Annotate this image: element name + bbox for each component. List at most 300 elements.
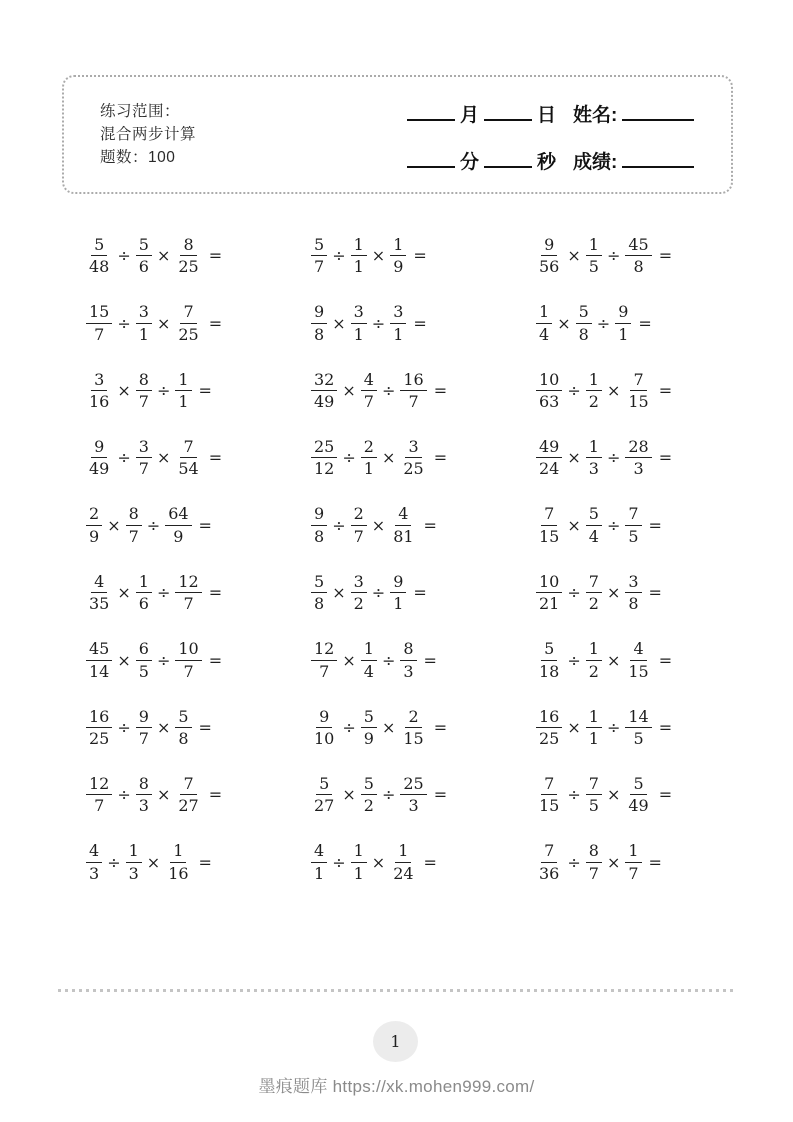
fraction-2-numerator: 1	[586, 438, 602, 458]
fraction-3-denominator: 7	[628, 863, 639, 883]
operator-1: ×	[567, 448, 581, 468]
equals-sign: =	[433, 717, 448, 737]
fraction-2-numerator: 8	[136, 371, 152, 391]
fraction-3	[175, 573, 201, 613]
fraction-3	[400, 708, 426, 748]
operator-1: ÷	[107, 852, 121, 872]
fraction-3-denominator: 7	[408, 391, 419, 411]
fraction-1-denominator: 36	[539, 863, 560, 883]
operator-2: ×	[371, 246, 386, 266]
fraction-1	[311, 371, 337, 411]
fraction-1-numerator: 12	[311, 640, 337, 660]
fraction-2-numerator: 7	[586, 573, 602, 593]
fraction-3-denominator: 8	[633, 257, 644, 277]
dotted-separator	[58, 989, 734, 992]
fraction-1-numerator: 9	[311, 303, 327, 323]
fraction-1-denominator: 7	[94, 324, 105, 344]
fraction-1-denominator: 27	[314, 796, 335, 816]
fraction-1-numerator: 7	[541, 842, 557, 862]
fraction-1-denominator: 3	[89, 863, 100, 883]
fraction-1	[86, 842, 102, 882]
fraction-2	[586, 708, 602, 748]
fraction-2-numerator: 1	[126, 842, 142, 862]
operator-1: ÷	[332, 852, 346, 872]
fraction-1-denominator: 49	[89, 459, 110, 479]
fraction-1	[311, 303, 327, 343]
equals-sign: =	[638, 313, 652, 333]
fraction-1	[86, 573, 112, 613]
fraction-1	[311, 505, 327, 545]
operator-1: ÷	[567, 785, 581, 805]
operator-2: ×	[156, 313, 171, 333]
fraction-3	[615, 303, 631, 343]
math-problem	[60, 289, 285, 356]
math-problem	[510, 289, 733, 356]
operator-1: ÷	[332, 246, 346, 266]
fraction-3-denominator: 15	[628, 391, 649, 411]
fraction-3-numerator: 1	[395, 842, 411, 862]
fraction-3-denominator: 3	[408, 796, 419, 816]
fraction-1	[311, 775, 337, 815]
fill-in-area	[402, 100, 699, 194]
equals-sign: =	[198, 515, 212, 535]
fraction-1	[86, 640, 112, 680]
fraction-1-numerator: 16	[86, 708, 112, 728]
fraction-2-denominator: 2	[363, 796, 374, 816]
fraction-2-denominator: 3	[588, 459, 599, 479]
fraction-3	[625, 708, 651, 748]
fraction-1-denominator: 12	[314, 459, 335, 479]
fraction-2	[586, 573, 602, 613]
math-problem	[510, 424, 733, 491]
fraction-3	[175, 236, 201, 276]
equals-sign: =	[658, 246, 673, 266]
fraction-1	[86, 438, 112, 478]
name-blank-line	[622, 105, 694, 121]
operator-1: ×	[117, 583, 131, 603]
fraction-2	[136, 438, 152, 478]
math-problem	[510, 626, 733, 693]
fraction-3-numerator: 16	[400, 371, 426, 391]
fraction-3-numerator: 14	[625, 708, 651, 728]
fraction-3	[390, 842, 416, 882]
fraction-2-denominator: 7	[353, 526, 364, 546]
fraction-3-denominator: 7	[183, 594, 194, 614]
fraction-1-denominator: 35	[89, 594, 110, 614]
fraction-3-numerator: 9	[615, 303, 631, 323]
fraction-3	[625, 573, 641, 613]
fraction-1	[536, 236, 562, 276]
fraction-3	[165, 505, 191, 545]
operator-2: ÷	[381, 650, 396, 670]
math-problem	[510, 559, 733, 626]
operator-2: ×	[606, 650, 621, 670]
fraction-2	[586, 236, 602, 276]
fraction-2-denominator: 7	[138, 391, 149, 411]
math-problem	[285, 222, 510, 289]
fraction-1-numerator: 4	[311, 842, 327, 862]
fraction-2-denominator: 1	[138, 324, 149, 344]
fraction-3-numerator: 5	[630, 775, 646, 795]
operator-2: ÷	[156, 650, 171, 670]
fraction-2-numerator: 1	[136, 573, 152, 593]
fraction-1-numerator: 10	[536, 573, 562, 593]
fraction-3-numerator: 8	[180, 236, 196, 256]
fraction-2-denominator: 6	[138, 257, 149, 277]
fraction-2	[351, 236, 367, 276]
operator-2: ÷	[606, 448, 621, 468]
fraction-2-denominator: 7	[588, 863, 599, 883]
fraction-3-numerator: 3	[390, 303, 406, 323]
fraction-3-numerator: 9	[390, 573, 406, 593]
equals-sign: =	[658, 448, 673, 468]
fraction-3	[625, 640, 651, 680]
equals-sign: =	[198, 717, 212, 737]
minute-blank-line	[407, 152, 455, 168]
fraction-2	[136, 775, 152, 815]
operator-2: ×	[156, 246, 171, 266]
fraction-1	[536, 640, 562, 680]
page-number-badge	[373, 1021, 418, 1062]
fraction-1-numerator: 5	[91, 236, 107, 256]
fraction-3-denominator: 3	[633, 459, 644, 479]
operator-1: ×	[567, 246, 581, 266]
fraction-3-denominator: 5	[628, 526, 639, 546]
fraction-2-numerator: 1	[351, 236, 367, 256]
equals-sign: =	[423, 515, 437, 535]
fraction-2-denominator: 7	[138, 728, 149, 748]
fraction-1	[86, 236, 112, 276]
math-problem	[285, 694, 510, 761]
operator-1: ×	[567, 717, 581, 737]
operator-2: ×	[381, 717, 396, 737]
operator-1: ×	[332, 583, 346, 603]
operator-1: ×	[117, 650, 131, 670]
fraction-2-denominator: 1	[353, 324, 364, 344]
fraction-2-denominator: 2	[588, 594, 599, 614]
second-label: 秒	[537, 151, 557, 173]
equals-sign: =	[648, 515, 662, 535]
fraction-1	[536, 573, 562, 613]
date-name-row	[402, 100, 699, 126]
operator-1: ×	[107, 515, 121, 535]
fraction-1-numerator: 12	[86, 775, 112, 795]
operator-2: ÷	[371, 583, 386, 603]
fraction-1-numerator: 9	[91, 438, 107, 458]
fraction-3	[625, 236, 651, 276]
operator-2: ÷	[381, 785, 396, 805]
fraction-2-denominator: 9	[363, 728, 374, 748]
second-blank-line	[484, 152, 532, 168]
fraction-3	[400, 438, 426, 478]
month-blank-line	[407, 105, 455, 121]
fraction-3-numerator: 28	[625, 438, 651, 458]
fraction-3-numerator: 5	[175, 708, 191, 728]
fraction-1	[311, 438, 337, 478]
fraction-1	[536, 438, 562, 478]
fraction-2-denominator: 5	[588, 796, 599, 816]
fraction-1-numerator: 7	[541, 775, 557, 795]
fraction-2	[586, 775, 602, 815]
minute-label: 分	[460, 151, 480, 173]
operator-2: ×	[606, 583, 621, 603]
fraction-2-numerator: 3	[136, 303, 152, 323]
practice-info	[100, 100, 196, 169]
math-problem	[510, 357, 733, 424]
operator-2: ÷	[606, 515, 621, 535]
fraction-2-numerator: 1	[351, 842, 367, 862]
fraction-3-denominator: 3	[403, 661, 414, 681]
fraction-1-denominator: 15	[539, 796, 560, 816]
fraction-2-denominator: 1	[588, 728, 599, 748]
fraction-1-denominator: 8	[314, 594, 325, 614]
fraction-3	[390, 303, 406, 343]
fraction-1-denominator: 18	[539, 661, 560, 681]
math-problem	[60, 626, 285, 693]
fraction-1	[536, 775, 562, 815]
score-blank-line	[622, 152, 694, 168]
fraction-1	[311, 708, 337, 748]
fraction-2-numerator: 5	[586, 505, 602, 525]
fraction-3-numerator: 7	[180, 775, 196, 795]
fraction-2-numerator: 8	[586, 842, 602, 862]
fraction-2-denominator: 7	[363, 391, 374, 411]
fraction-1-numerator: 9	[316, 708, 332, 728]
operator-1: ÷	[567, 380, 581, 400]
fraction-2-denominator: 4	[588, 526, 599, 546]
operator-1: ÷	[117, 785, 131, 805]
fraction-1-numerator: 4	[86, 842, 102, 862]
operator-2: ×	[146, 852, 161, 872]
time-score-row	[402, 147, 699, 173]
operator-1: ×	[332, 313, 346, 333]
fraction-2	[586, 438, 602, 478]
operator-2: ÷	[156, 380, 171, 400]
fraction-3-denominator: 54	[178, 459, 199, 479]
fraction-1-denominator: 7	[319, 661, 330, 681]
equals-sign: =	[658, 717, 673, 737]
fraction-1	[86, 775, 112, 815]
fraction-2	[586, 505, 602, 545]
operator-1: ÷	[117, 313, 131, 333]
fraction-2-denominator: 3	[128, 863, 139, 883]
month-label: 月	[460, 104, 480, 126]
fraction-2	[351, 842, 367, 882]
fraction-3-denominator: 7	[183, 661, 194, 681]
fraction-2	[126, 505, 142, 545]
operator-1: ÷	[567, 852, 581, 872]
math-problem	[60, 492, 285, 559]
equals-sign: =	[208, 313, 223, 333]
math-problem	[60, 694, 285, 761]
fraction-1-numerator: 15	[86, 303, 112, 323]
fraction-3-numerator: 7	[630, 371, 646, 391]
fraction-3-numerator: 12	[175, 573, 201, 593]
fraction-2	[136, 303, 152, 343]
fraction-2	[586, 640, 602, 680]
name-label: 姓名:	[573, 104, 618, 126]
fraction-1-numerator: 9	[311, 505, 327, 525]
fraction-2	[361, 371, 377, 411]
math-problem	[510, 829, 733, 896]
fraction-2	[361, 775, 377, 815]
fraction-2-denominator: 8	[578, 324, 589, 344]
operator-2: ÷	[606, 717, 621, 737]
math-problem	[60, 357, 285, 424]
fraction-3	[400, 371, 426, 411]
equals-sign: =	[433, 380, 448, 400]
math-problem	[510, 222, 733, 289]
fraction-3-denominator: 16	[168, 863, 189, 883]
fraction-3-denominator: 25	[178, 257, 199, 277]
fraction-3-denominator: 1	[618, 324, 629, 344]
fraction-1-denominator: 8	[314, 526, 325, 546]
math-problem	[285, 492, 510, 559]
fraction-1-numerator: 10	[536, 371, 562, 391]
fraction-1-numerator: 1	[536, 303, 552, 323]
equals-sign: =	[208, 583, 223, 603]
fraction-3-denominator: 1	[178, 391, 189, 411]
fraction-3	[390, 236, 406, 276]
fraction-2-denominator: 5	[138, 661, 149, 681]
fraction-3-numerator: 7	[180, 438, 196, 458]
fraction-3-denominator: 49	[628, 796, 649, 816]
fraction-1-denominator: 48	[89, 257, 110, 277]
fraction-3-numerator: 25	[400, 775, 426, 795]
fraction-2-numerator: 2	[361, 438, 377, 458]
fraction-1-numerator: 25	[311, 438, 337, 458]
fraction-3-numerator: 4	[630, 640, 646, 660]
operator-2: ×	[606, 380, 621, 400]
fraction-2-numerator: 1	[361, 640, 377, 660]
fraction-1-denominator: 49	[314, 391, 335, 411]
math-problem	[285, 289, 510, 356]
fraction-1-denominator: 1	[314, 863, 325, 883]
fraction-1-denominator: 25	[539, 728, 560, 748]
fraction-2-numerator: 8	[126, 505, 142, 525]
equals-sign: =	[208, 246, 223, 266]
fraction-3-denominator: 8	[628, 594, 639, 614]
fraction-3-numerator: 3	[405, 438, 421, 458]
fraction-3-denominator: 5	[633, 728, 644, 748]
fraction-1	[536, 842, 562, 882]
math-problem	[60, 829, 285, 896]
equals-sign: =	[208, 785, 223, 805]
fraction-1-numerator: 32	[311, 371, 337, 391]
math-problem	[60, 559, 285, 626]
equals-sign: =	[198, 852, 212, 872]
day-label: 日	[537, 104, 557, 126]
fraction-3-denominator: 8	[178, 728, 189, 748]
fraction-1-numerator: 9	[541, 236, 557, 256]
fraction-1-numerator: 49	[536, 438, 562, 458]
operator-2: ÷	[146, 515, 161, 535]
fraction-2-denominator: 2	[588, 661, 599, 681]
fraction-2	[126, 842, 142, 882]
fraction-1-denominator: 25	[89, 728, 110, 748]
operator-2: ÷	[156, 583, 171, 603]
operator-1: ÷	[117, 717, 131, 737]
operator-2: ÷	[381, 380, 396, 400]
equals-sign: =	[648, 583, 662, 603]
fraction-2-denominator: 3	[138, 796, 149, 816]
fraction-2-numerator: 2	[351, 505, 367, 525]
fraction-3	[625, 842, 641, 882]
fraction-3-numerator: 1	[175, 371, 191, 391]
fraction-2-denominator: 5	[588, 257, 599, 277]
operator-2: ×	[156, 717, 171, 737]
fraction-3	[390, 573, 406, 613]
math-problem	[60, 761, 285, 828]
fraction-1-denominator: 56	[539, 257, 560, 277]
fraction-1-denominator: 21	[539, 594, 560, 614]
fraction-2	[586, 371, 602, 411]
fraction-2-numerator: 3	[136, 438, 152, 458]
fraction-1-numerator: 3	[91, 371, 107, 391]
equals-sign: =	[648, 852, 662, 872]
fraction-3-numerator: 64	[165, 505, 191, 525]
fraction-1-denominator: 7	[94, 796, 105, 816]
fraction-3	[390, 505, 416, 545]
fraction-2	[136, 708, 152, 748]
fraction-3-denominator: 1	[393, 594, 404, 614]
fraction-2-numerator: 7	[586, 775, 602, 795]
fraction-2-numerator: 6	[136, 640, 152, 660]
fraction-1-denominator: 7	[314, 257, 325, 277]
math-problem	[510, 694, 733, 761]
fraction-2-denominator: 7	[128, 526, 139, 546]
score-label: 成绩:	[573, 151, 618, 173]
fraction-3-denominator: 24	[393, 863, 414, 883]
operator-2: ÷	[371, 313, 386, 333]
operator-2: ÷	[606, 246, 621, 266]
math-problem	[510, 492, 733, 559]
fraction-3	[625, 371, 651, 411]
fraction-2	[576, 303, 592, 343]
fraction-2	[136, 236, 152, 276]
fraction-1-numerator: 7	[541, 505, 557, 525]
fraction-1-denominator: 14	[89, 661, 110, 681]
fraction-3-numerator: 1	[625, 842, 641, 862]
fraction-3-denominator: 27	[178, 796, 199, 816]
fraction-2	[361, 640, 377, 680]
fraction-1	[536, 708, 562, 748]
math-problem	[285, 357, 510, 424]
fraction-3	[175, 640, 201, 680]
fraction-3-denominator: 81	[393, 526, 414, 546]
fraction-2	[361, 708, 377, 748]
math-problem	[285, 626, 510, 693]
header-box	[62, 75, 733, 194]
operator-1: ×	[567, 515, 581, 535]
fraction-2	[136, 640, 152, 680]
fraction-1-numerator: 5	[311, 573, 327, 593]
fraction-2-denominator: 4	[363, 661, 374, 681]
fraction-2-denominator: 1	[363, 459, 374, 479]
fraction-2-denominator: 6	[138, 594, 149, 614]
equals-sign: =	[198, 380, 212, 400]
fraction-2	[136, 573, 152, 613]
math-problem	[285, 424, 510, 491]
fraction-1	[311, 842, 327, 882]
fraction-3-numerator: 45	[625, 236, 651, 256]
fraction-2-denominator: 1	[353, 257, 364, 277]
equals-sign: =	[433, 785, 448, 805]
fraction-2-denominator: 1	[353, 863, 364, 883]
fraction-1-denominator: 15	[539, 526, 560, 546]
fraction-2-numerator: 1	[586, 371, 602, 391]
fraction-1-denominator: 63	[539, 391, 560, 411]
